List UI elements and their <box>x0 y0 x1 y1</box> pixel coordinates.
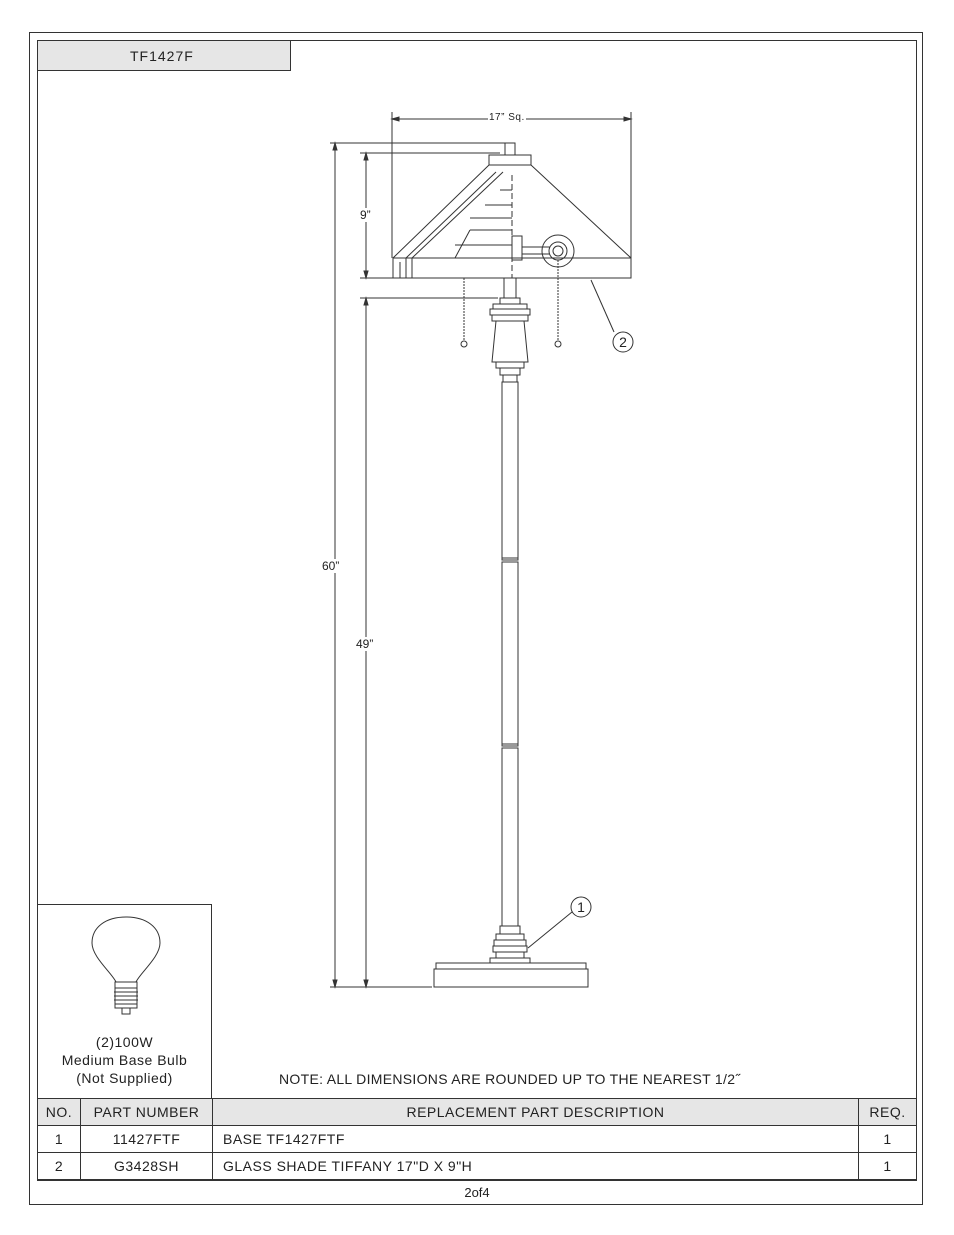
row-part-number: G3428SH <box>81 1153 213 1180</box>
shade-height-dimension: 9” <box>360 208 371 222</box>
width-dimension: 17” Sq. <box>489 112 525 123</box>
overall-height-dimension: 60” <box>322 559 340 573</box>
bulb-info-box <box>37 904 212 1098</box>
lamp-base <box>434 278 588 987</box>
page-number: 2of4 <box>464 1185 490 1200</box>
row-no: 2 <box>38 1153 81 1180</box>
row-req: 1 <box>859 1126 917 1153</box>
row-req: 1 <box>859 1153 917 1180</box>
row-description: GLASS SHADE TIFFANY 17"D X 9"H <box>213 1153 859 1180</box>
table-row <box>38 1126 917 1153</box>
header-req: REQ. <box>859 1099 917 1126</box>
base-height-dimension-line <box>360 298 498 987</box>
table-row <box>38 1153 917 1180</box>
model-label: TF1427F <box>37 40 291 71</box>
parts-table <box>37 1098 917 1180</box>
row-no: 1 <box>38 1126 81 1153</box>
base-height-dimension: 49” <box>356 637 374 651</box>
bulb-icon <box>38 905 211 1033</box>
overall-height-dimension-line <box>330 143 508 987</box>
header-no: NO. <box>38 1099 81 1126</box>
glass-shade <box>393 143 631 278</box>
callout-2-label: 2 <box>619 334 627 350</box>
header-description: REPLACEMENT PART DESCRIPTION <box>213 1099 859 1126</box>
bulb-supplied-note: (Not Supplied) <box>76 1070 173 1086</box>
table-header-row <box>38 1099 917 1126</box>
row-description: BASE TF1427FTF <box>213 1126 859 1153</box>
base-leader-line <box>528 912 572 948</box>
shade-height-dimension-line <box>360 153 500 278</box>
bulb-type: Medium Base Bulb <box>61 1052 188 1068</box>
header-part-number: PART NUMBER <box>81 1099 213 1126</box>
callout-1-label: 1 <box>577 899 585 915</box>
bulb-wattage: (2)100W <box>95 1034 154 1050</box>
dimensions-note: NOTE: ALL DIMENSIONS ARE ROUNDED UP TO THE NEAREST 1/2˝ <box>279 1071 741 1087</box>
shade-leader-line <box>591 280 614 332</box>
row-part-number: 11427FTF <box>81 1126 213 1153</box>
